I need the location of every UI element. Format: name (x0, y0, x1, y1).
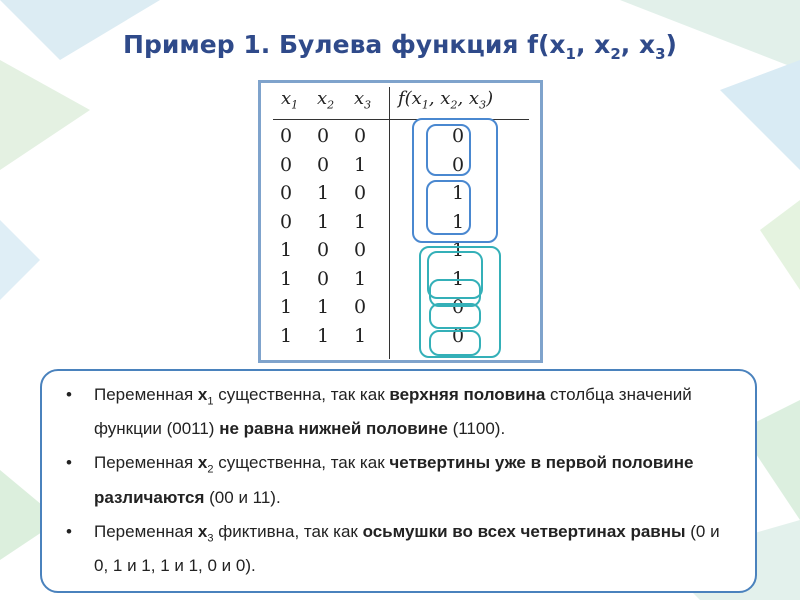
header-x2: $x_2$ (317, 88, 335, 112)
function-value-cell: 1 (451, 239, 465, 261)
function-value-cell: 0 (451, 153, 465, 176)
function-value-cell: 0 (451, 125, 465, 147)
variable-value-cell: 0 (353, 239, 367, 261)
variable-value-cell: 0 (316, 267, 330, 290)
function-value-cell: 0 (451, 324, 465, 347)
variable-value-cell: 1 (279, 239, 293, 261)
variable-value-cell: 1 (316, 182, 330, 204)
variable-value-cell: 1 (353, 210, 367, 233)
variable-value-cell: 0 (316, 125, 330, 147)
function-value-cell: 0 (451, 296, 465, 318)
variable-value-cell: 1 (353, 324, 367, 347)
variable-value-cell: 1 (316, 324, 330, 347)
fact-x3: • Переменная $x_3$ фиктивна, так как осьмушки во всех четвертинах равны (0 и 0, 1 и 1, 1 и 1, 0 и 0). (94, 518, 737, 579)
column-divider (389, 87, 390, 359)
page-title: Пример 1. Булева функция $f(x_1$, $x_2$, $x_3$) (123, 30, 677, 63)
fact-x1: • Переменная $x_1$ существенна, так как верхняя половина столбца значений функции (0011) не равна нижней половине (1100). (94, 381, 737, 442)
group-quarter-6 (429, 330, 481, 356)
variable-value-cell: 0 (353, 125, 367, 147)
group-quarter-1 (426, 124, 471, 176)
fact-x2: • Переменная $x_2$ существенна, так как четвертины уже в первой половине различаются (00 и 11). (94, 449, 737, 510)
variable-value-cell: 0 (279, 125, 293, 147)
function-value-cell: 1 (451, 182, 465, 204)
variable-value-cell: 1 (279, 296, 293, 318)
variable-value-cell: 1 (316, 210, 330, 233)
variable-value-cell: 0 (353, 296, 367, 318)
group-quarter-2 (426, 180, 471, 235)
facts-list (42, 371, 755, 579)
variable-value-cell: 0 (279, 210, 293, 233)
variable-value-cell: 0 (279, 153, 293, 176)
variable-value-cell: 0 (279, 182, 293, 204)
header-f: $f(x_1$, $x_2$, $x_3$) (398, 88, 494, 112)
truth-table (258, 80, 543, 363)
function-value-cell: 1 (451, 210, 465, 233)
variable-value-cell: 1 (353, 153, 367, 176)
function-value-cell: 1 (451, 267, 465, 290)
variable-value-cell: 0 (316, 239, 330, 261)
variable-value-cell: 0 (353, 182, 367, 204)
variable-value-cell: 0 (316, 153, 330, 176)
variable-value-cell: 1 (279, 324, 293, 347)
explanation-callout (40, 369, 757, 593)
header-x1: $x_1$ (281, 88, 299, 112)
header-x3: $x_3$ (354, 88, 372, 112)
variable-value-cell: 1 (279, 267, 293, 290)
variable-value-cell: 1 (353, 267, 367, 290)
group-quarter-5 (429, 303, 481, 329)
variable-value-cell: 1 (316, 296, 330, 318)
